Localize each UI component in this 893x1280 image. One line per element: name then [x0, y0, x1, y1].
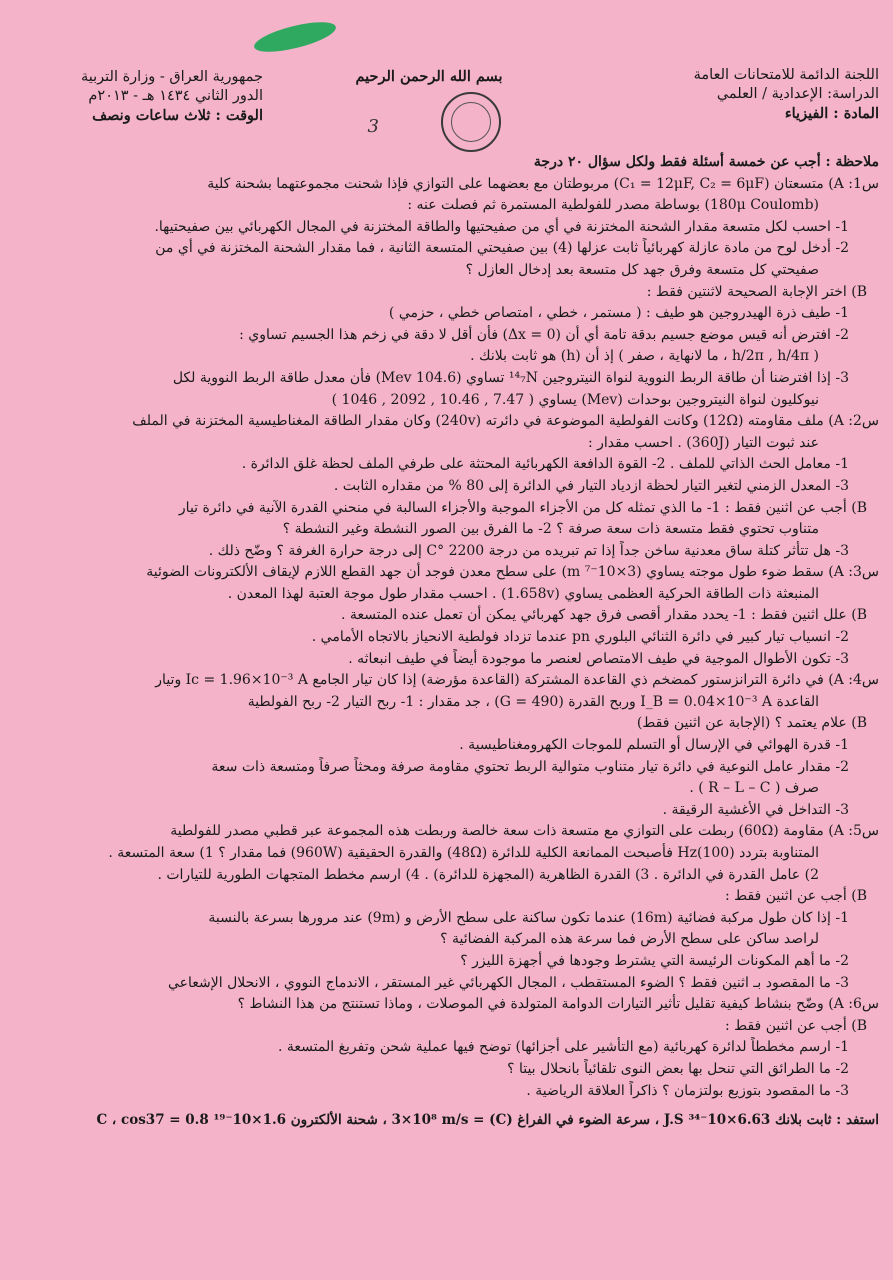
q2-b: B) أجب عن اثنين فقط : 1- ما الذي تمثله كل من الأجزاء الموجبة والأجزاء السالبة في منحني القدرة الآنية في دائرة تيار [178, 499, 867, 516]
q6-b-3: 3- ما المقصود بتوزيع بولتزمان ؟ ذاكراً العلاقة الرياضية . [526, 1082, 849, 1099]
q4-b-2: 2- مقدار عامل النوعية في دائرة تيار متناوب متوالية الربط تحتوي مقاومة صرفة ومحثاً صرفاً ومتسعة ذات سعة [211, 758, 849, 775]
q1-b-3: 3- إذا افترضنا أن طاقة الربط النووية لنواة النيتروجين ¹⁴₇N تساوي (104.6 Mev) فأن معدل طاقة الربط النووية لكل [172, 369, 849, 386]
q3-a: س3: A) سقط ضوء طول موجته يساوي (3×10⁻⁷ m) على سطح معدن فوجد أن جهد القطع اللازم لإيقاف الألكترونات الضوئية [146, 564, 879, 581]
q1-b-2-cont: ( h/2π , h/4π ، ما لانهاية ، صفر ) إذ أن (h) هو ثابت بلانك . [470, 348, 819, 365]
q2-a-cont: عند ثبوت التيار (360J) . احسب مقدار : [587, 434, 819, 451]
q5-b-1-cont: لراصد ساكن على سطح الأرض فما سرعة هذه المركبة الفضائية ؟ [440, 931, 819, 948]
handwritten-mark: 3 [367, 116, 379, 137]
q5-a-cont: المتناوبة بتردد (100)Hz فأصبحت الممانعة الكلية للدائرة (48Ω) والقدرة الحقيقية (960W) فما مقدار ؟ 1) سعة المتسعة . [108, 845, 819, 861]
q1-b-3-cont: نيوكليون لنواة النيتروجين بوحدات (Mev) يساوي ( 7.47 , 10.46 , 2092 , 1046 ) [331, 391, 819, 408]
q3-b: B) علل اثنين فقط : 1- يحدد مقدار أقصى فرق جهد كهربائي يمكن أن تعمل عنده المتسعة . [341, 607, 867, 624]
bismillah: بسم الله الرحمن الرحيم [355, 68, 503, 85]
q2-b-cont: متناوب تحتوي فقط متسعة ذات سعة صرفة ؟ 2- ما الفرق بين الصور النشطة وغير النشطة ؟ [282, 521, 819, 538]
q6-b-2: 2- ما الطرائق التي تنحل بها بعض النوى تلقائياً بانحلال بيتا ؟ [507, 1060, 849, 1077]
q3-a-cont: المنبعثة ذات الطاقة الحركية العظمى يساوي (1.658v) . احسب مقدار طول موجة العتبة لهذا المعدن . [227, 585, 819, 602]
exam-note: ملاحظة : أجب عن خمسة أسئلة فقط ولكل سؤال ٢٠ درجة [533, 154, 879, 170]
q6-b: B) أجب عن اثنين فقط : [725, 1017, 867, 1034]
q5-b: B) أجب عن اثنين فقط : [725, 888, 867, 905]
q4-b: B) علام يعتمد ؟ (الإجابة عن اثنين فقط) [636, 715, 867, 732]
exam-session: الدور الثاني ١٤٣٤ هـ - ٢٠١٣م [88, 88, 263, 104]
q1-b-1: 1- طيف ذرة الهيدروجين هو طيف : ( مستمر ، خطي ، امتصاص خطي ، حزمي ) [388, 305, 849, 322]
q5-a: س5: A) مقاومة (60Ω) ربطت على التوازي مع متسعة ذات سعة خالصة وربطت هذه المجموعة عبر قطبي مصدر للفولطية [170, 823, 879, 840]
q2-a-3: 3- المعدل الزمني لتغير التيار لحظة ازدياد التيار في الدائرة إلى 80 % من مقداره الثابت . [333, 477, 849, 494]
q1-b-2: 2- افترض أنه قيس موضع جسيم بدقة تامة أي أن (Δx = 0) فأن أقل لا دقة في زخم هذا الجسيم تساوي : [239, 326, 849, 343]
q1-a-1: 1- احسب لكل متسعة مقدار الشحنة المختزنة في أي من صفيحتيها والطاقة المختزنة في المجال الكهربائي بين صفيحتيها. [154, 218, 849, 235]
q1-a-2: 2- أدخل لوح من مادة عازلة كهربائياً ثابت عزلها (4) بين صفيحتي المتسعة الثانية ، فما مقدار الشحنة المختزنة في أي من [155, 240, 849, 257]
q6-b-1: 1- ارسم مخططاً لدائرة كهربائية (مع التأشير على أجزائها) توضح فيها عملية شحن وتفريغ المتسعة . [277, 1039, 849, 1056]
q4-b-3: 3- التداخل في الأغشية الرقيقة . [662, 801, 849, 818]
q5-b-1: 1- إذا كان طول مركبة فضائية (16m) عندما تكون ساكنة على سطح الأرض و (9m) عند مرورها بسرعة بالنسبة [208, 909, 849, 926]
q2-a-1: 1- معامل الحث الذاتي للملف . 2- القوة الدافعة الكهربائية المحتثة على طرفي الملف لحظة غلق الدائرة . [241, 456, 849, 473]
exam-time: الوقت : ثلاث ساعات ونصف [92, 107, 263, 124]
committee-name: اللجنة الدائمة للامتحانات العامة [693, 67, 879, 83]
q1-a: س1: A) متسعتان (C₁ = 12μF, C₂ = 6μF) مربوطتان مع بعضهما على التوازي فإذا شحنت مجموعتهما بشحنة كلية [207, 175, 879, 192]
q4-a: س4: A) في دائرة الترانزستور كمضخم ذي القاعدة المشتركة (القاعدة مؤرضة) إذا كان تيار الجامع Ic = 1.96×10⁻³ A وتيار [155, 672, 879, 689]
q4-b-1: 1- قدرة الهوائي في الإرسال أو التسلم للموجات الكهرومغناطيسية . [459, 737, 849, 754]
republic-name: جمهورية العراق - وزارة التربية [80, 69, 263, 85]
subject-name: المادة : الفيزياء [784, 105, 879, 122]
q1-a-cont: (180μ Coulomb) بوساطة مصدر للفولطية المستمرة ثم فصلت عنه : [407, 197, 819, 214]
q6-a: س6: A) وضّح بنشاط كيفية تقليل تأثير التيارات الدوامة المتولدة في الموصلات ، وماذا تستنتج من هذا النشاط ؟ [237, 996, 879, 1013]
q5-a-cont2: 2) عامل القدرة في الدائرة . 3) القدرة الظاهرية (المجهزة للدائرة) . 4) ارسم مخطط المتجهات الطورية للتيارات . [157, 866, 819, 883]
q5-b-2: 2- ما أهم المكونات الرئيسة التي يشترط وجودها في أجهزة الليزر ؟ [460, 952, 849, 969]
q5-b-3: 3- ما المقصود بـ اثنين فقط ؟ الضوء المستقطب ، المجال الكهربائي غير المستقر ، الاندماج النووي ، الانحلال الإشعاعي [167, 974, 849, 991]
exam-questions [28, 152, 879, 1132]
q1-a-2-cont: صفيحتي كل متسعة وفرق جهد كل متسعة بعد إدخال العازل ؟ [465, 261, 819, 278]
exam-header [28, 66, 879, 152]
q3-b-2: 2- انسياب تيار كبير في دائرة الثنائي البلوري pn عندما تزداد فولطية الانحياز بالاتجاه الأمامي . [311, 629, 849, 646]
green-stamp [252, 16, 339, 58]
header-right-block [589, 66, 879, 123]
q1-b: B) اختر الإجابة الصحيحة لاثنتين فقط : [646, 283, 867, 300]
q2-b-3: 3- هل تتأثر كتلة ساق معدنية ساخن جداً إذا تم تبريده من درجة 2200 °C إلى درجة حرارة الغرفة ؟ وضّح ذلك . [208, 542, 849, 559]
header-left-block [28, 68, 263, 125]
q4-b-2-cont: صرف ( R – L – C ) . [689, 780, 819, 797]
ministry-seal [441, 92, 501, 152]
study-branch: الدراسة: الإعدادية / العلمي [716, 86, 879, 102]
q4-a-cont: القاعدة I_B = 0.04×10⁻³ A وربح القدرة (G = 490) ، جد مقدار : 1- ربح التيار 2- ربح الفولطية [247, 693, 819, 710]
constants-footer: استفد : ثابت بلانك 6.63×10⁻³⁴ J.S ، سرعة الضوء في الفراغ (C) = 3×10⁸ m/s ، شحنة الألكترون 1.6×10⁻¹⁹ C ، cos37 = 0.8 [96, 1112, 879, 1129]
q2-a: س2: A) ملف مقاومته (12Ω) وكانت الفولطية الموضوعة في دائرته (240v) وكان مقدار الطاقة المغناطيسية المختزنة في الملف [132, 413, 879, 430]
q3-b-3: 3- تكون الأطوال الموجية في طيف الامتصاص لعنصر ما موجودة أيضاً في طيف انبعاثه . [348, 650, 849, 667]
